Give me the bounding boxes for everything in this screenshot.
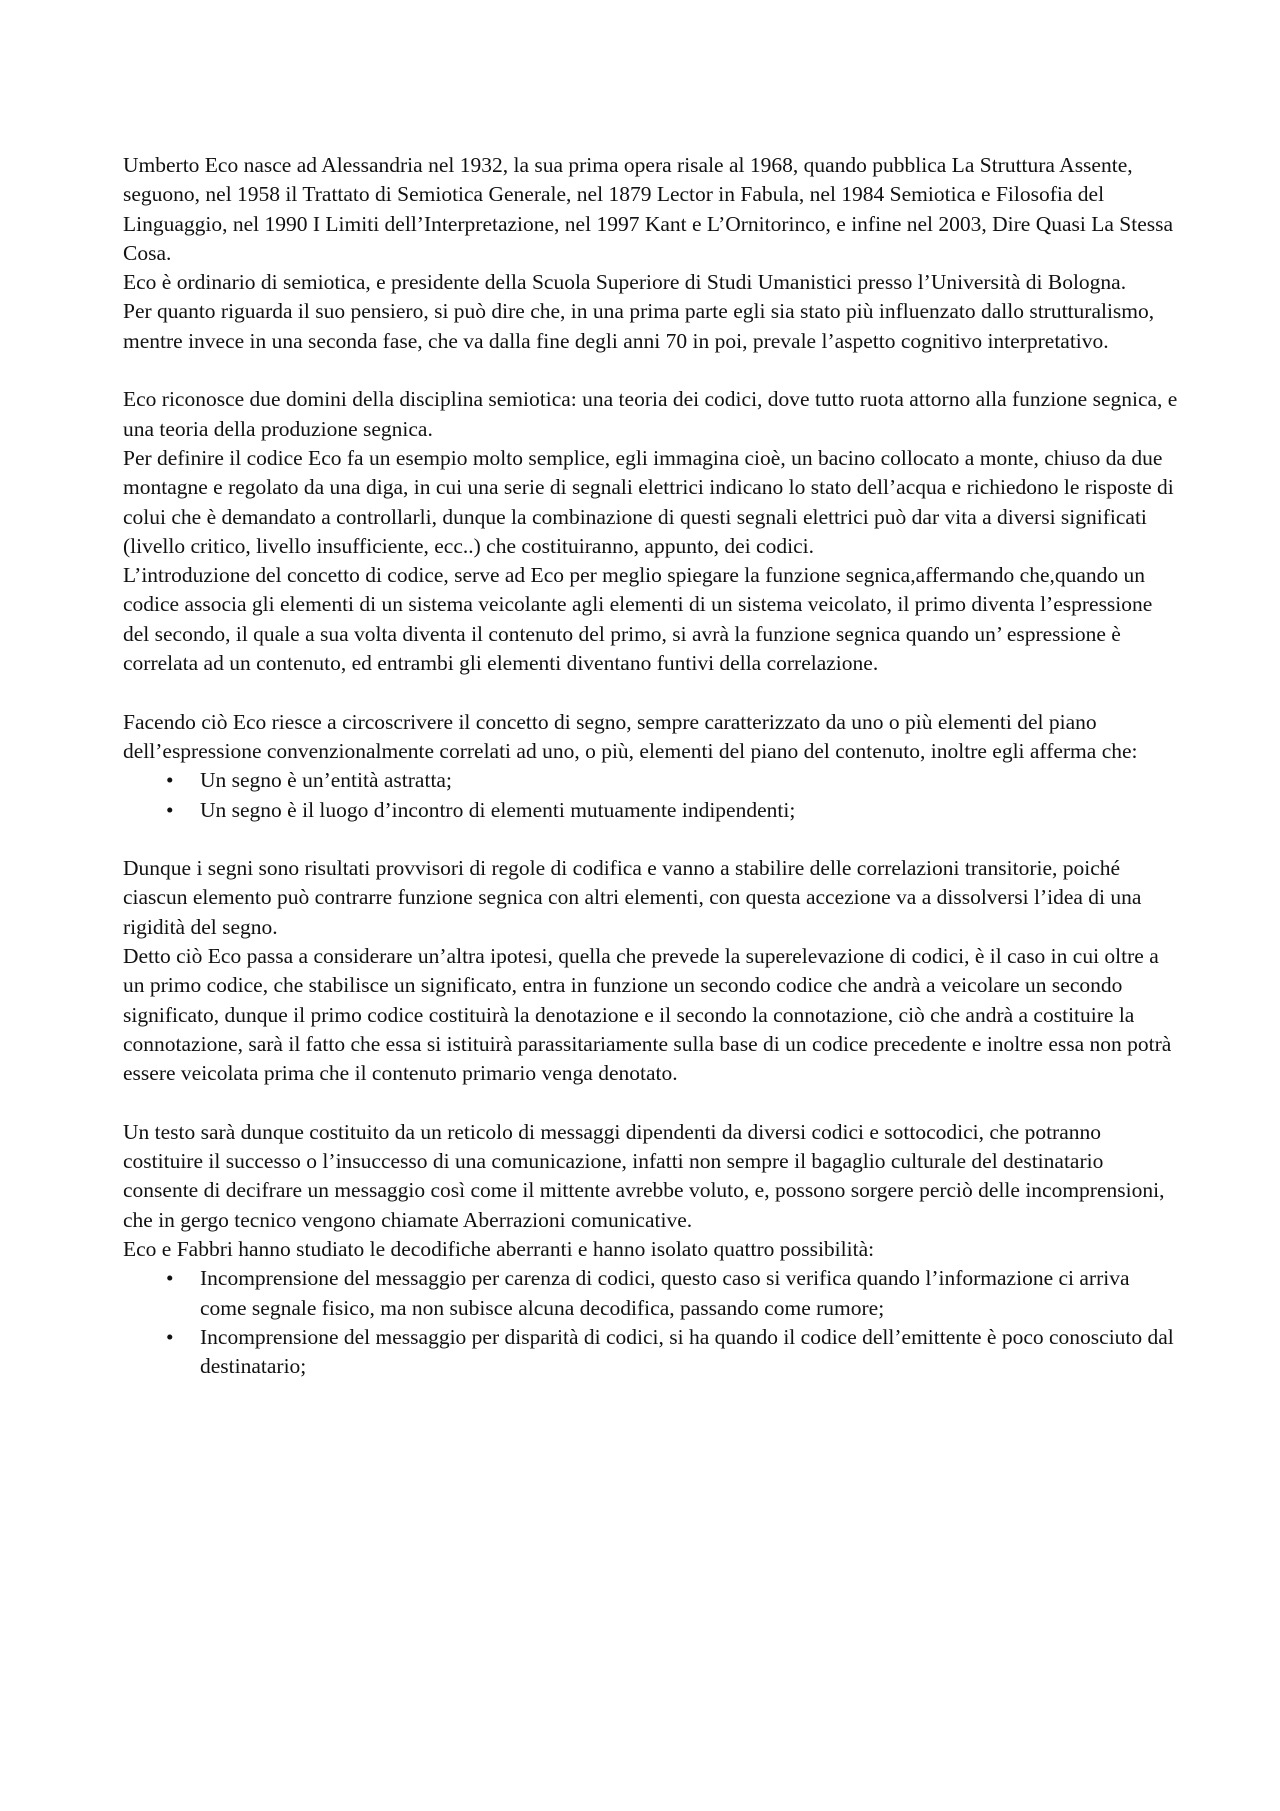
bullet-list-aberrations xyxy=(123,1264,1181,1381)
bullet-list-sign-properties xyxy=(123,766,1181,825)
paragraph-thought-phases: Per quanto riguarda il suo pensiero, si può dire che, in una prima parte egli sia stato più influenzato dallo strutturalismo, mentre invece in una seconda fase, che va dalla fine degli anni 70 in poi, prevale l’aspetto cognitivo interpretativo. xyxy=(123,299,1155,353)
bullet-icon: • xyxy=(166,797,174,822)
list-item xyxy=(123,1264,1181,1323)
paragraph-dam-example: Per definire il codice Eco fa un esempio molto semplice, egli immagina cioè, un bacino collocato a monte, chiuso da due montagne e regolato da una diga, in cui una serie di segnali elettrici indicano lo stato dell’acqua e richiedono le risposte di colui che è demandato a controllarli, dunque la combinazione di questi segnali elettrici può dar vita a diversi significati (livello critico, livello insufficiente, ecc..) che costituiranno, appunto, dei codici. xyxy=(123,445,1174,558)
list-item xyxy=(123,796,1181,825)
paragraph-connotation: Detto ciò Eco passa a considerare un’altra ipotesi, quella che prevede la superelevazione di codici, è il caso in cui oltre a un primo codice, che stabilisce un significato, entra in funzione un secondo codice che andrà a veicolare un secondo significato, dunque il primo codice costituirà la denotazione e il secondo la connotazione, ciò che andrà a costituire la connotazione, sarà il fatto che essa si istituirà parassitariamente sulla base di un codice precedente e inoltre essa non potrà essere veicolata prima che il contenuto primario venga denotato. xyxy=(123,944,1172,1086)
list-item xyxy=(123,766,1181,795)
list-item xyxy=(123,1323,1181,1382)
paragraph-semiotic-domains: Eco riconosce due domini della disciplina semiotica: una teoria dei codici, dove tutto ruota attorno alla funzione segnica, e una teoria della produzione segnica. xyxy=(123,387,1178,441)
paragraph-gap xyxy=(123,1089,1181,1118)
bullet-icon: • xyxy=(166,768,174,793)
list-item-text: Un segno è un’entità astratta; xyxy=(200,768,452,793)
paragraph-text-network: Un testo sarà dunque costituito da un reticolo di messaggi dipendenti da diversi codici e sottocodici, che potranno costituire il successo o l’insuccesso di una comunicazione, infatti non sempre il bagaglio culturale del destinatario consente di decifrare un messaggio così come il mittente avrebbe voluto, e, possono sorgere perciò delle incomprensioni, che in gergo tecnico vengono chiamate Aberrazioni comunicative. xyxy=(123,1119,1165,1232)
paragraph-gap xyxy=(123,678,1181,707)
bullet-icon: • xyxy=(166,1324,174,1349)
paragraph-biography: Umberto Eco nasce ad Alessandria nel 1932, la sua prima opera risale al 1968, quando pubblica La Struttura Assente, seguono, nel 1958 il Trattato di Semiotica Generale, nel 1879 Lector in Fabula, nel 1984 Semiotica e Filosofia del Linguaggio, nel 1990 I Limiti dell’Interpretazione, nel 1997 Kant e L’Ornitorinco, e infine nel 2003, Dire Quasi La Stessa Cosa. xyxy=(123,153,1174,265)
paragraph-gap xyxy=(123,356,1181,385)
document-body xyxy=(123,151,1181,1381)
paragraph-aberrant-decodings: Eco e Fabbri hanno studiato le decodifiche aberranti e hanno isolato quattro possibilità: xyxy=(123,1236,875,1261)
paragraph-sign-function: L’introduzione del concetto di codice, serve ad Eco per meglio spiegare la funzione segnica,affermando che,quando un codice associa gli elementi di un sistema veicolante agli elementi di un sistema veicolato, il primo diventa l’espressione del secondo, il quale a sua volta diventa il contenuto del primo, si avrà la funzione segnica quando un’ espressione è correlata ad un contenuto, ed entrambi gli elementi diventano funtivi della correlazione. xyxy=(123,563,1153,676)
list-item-text: Incomprensione del messaggio per carenza di codici, questo caso si verifica quando l’informazione ci arriva come segnale fisico, ma non subisce alcuna decodifica, passando come rumore; xyxy=(200,1266,1130,1320)
list-item-text: Un segno è il luogo d’incontro di elementi mutuamente indipendenti; xyxy=(200,797,796,822)
paragraph-academic-role: Eco è ordinario di semiotica, e presidente della Scuola Superiore di Studi Umanistici presso l’Università di Bologna. xyxy=(123,270,1127,295)
paragraph-provisional-signs: Dunque i segni sono risultati provvisori di regole di codifica e vanno a stabilire delle correlazioni transitorie, poiché ciascun elemento può contrarre funzione segnica con altri elementi, con questa accezione va a dissolversi l’idea di una rigidità del segno. xyxy=(123,856,1142,939)
list-item-text: Incomprensione del messaggio per disparità di codici, si ha quando il codice dell’emittente è poco conosciuto dal destinatario; xyxy=(200,1324,1174,1379)
paragraph-gap xyxy=(123,825,1181,854)
paragraph-sign-concept: Facendo ciò Eco riesce a circoscrivere il concetto di segno, sempre caratterizzato da uno o più elementi del piano dell’espressione convenzionalmente correlati ad uno, o più, elementi del piano del contenuto, inoltre egli afferma che: xyxy=(123,709,1138,763)
bullet-icon: • xyxy=(166,1266,174,1291)
